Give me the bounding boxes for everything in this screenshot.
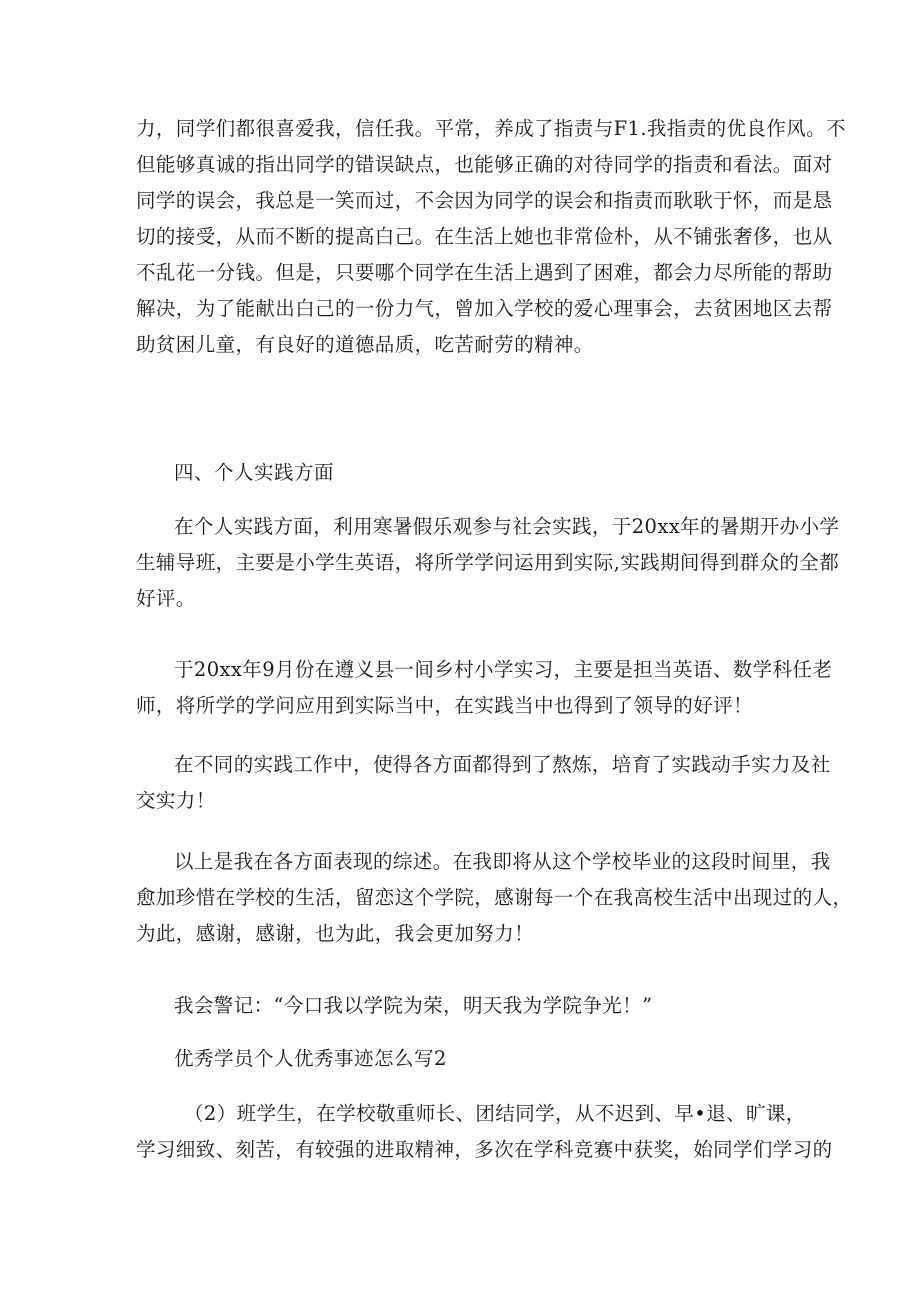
paragraph-line: 同学的误会，我总是一笑而过，不会因为同学的误会和指责而耿耿于怀，而是恳: [136, 189, 833, 212]
motto: [136, 988, 786, 1024]
paragraph-line: 但能够真诚的指出同学的错误缺点，也能够正确的对待同学的指责和看法。面对: [136, 153, 833, 176]
paragraph-line: 力，同学们都很喜爱我，信任我。平常，养成了指责与F1.我指责的优良作风。不: [136, 117, 846, 140]
paragraph-line: 于20xx年9月份在遵义县一间乡村小学实习，主要是担当英语、数学科任老: [174, 658, 833, 681]
paragraph-line: 生辅导班，主要是小学生英语，将所学学问运用到实际,实践期间得到群众的全都: [136, 551, 840, 574]
section-title-text: 优秀学员个人优秀事迹怎么写2: [174, 1047, 447, 1070]
paragraph-line: 切的接受，从而不断的提高白己。在生活上她也非常俭朴，从不铺张奢侈，也从: [136, 225, 833, 248]
paragraph-training: [136, 747, 831, 819]
section-heading-practice: [136, 455, 786, 491]
motto-text: 我会警记：“今口我以学院为荣，明天我为学院争光！”: [174, 994, 653, 1017]
paragraph-line: 好评。: [136, 587, 196, 610]
paragraph-line: 学习细致、刻苦，有较强的进取精神，多次在学科竞赛中获奖，始同学们学习的: [136, 1138, 833, 1161]
paragraph-line: 解决，为了能献出白己的一份力气，曾加入学校的爱心理事会，去贫困地区去帮: [136, 297, 833, 320]
paragraph-line: 不乱花一分钱。但是，只要哪个同学在生活上遇到了困难，都会力尽所能的帮助: [136, 261, 833, 284]
paragraph-line: 在不同的实践工作中，使得各方面都得到了熬炼，培育了实践动手实力及社: [174, 753, 831, 776]
paragraph-summary: [136, 844, 853, 952]
paragraph-line: 以上是我在各方面表现的综述。在我即将从这个学校毕业的这段时间里，我: [174, 850, 831, 873]
paragraph-line: 在个人实践方面，利用寒暑假乐观参与社会实践，于20xx年的暑期开办小学: [174, 515, 840, 538]
paragraph-line: 师，将所学的学问应用到实际当中，在实践当中也得到了领导的好评！: [136, 694, 753, 717]
paragraph-line: 交实力！: [136, 789, 216, 812]
paragraph-line: （2）班学生，在学校敬重师长、团结同学，从不迟到、早•退、旷课，: [184, 1102, 806, 1125]
paragraph-internship: [136, 652, 833, 724]
paragraph-line: 愈加珍惜在学校的生活，留恋这个学院，感谢每一个在我高校生活中出现过的人，: [136, 886, 853, 909]
heading-text: 四、个人实践方面: [174, 461, 335, 484]
paragraph-student: [136, 1096, 833, 1168]
paragraph-line: 助贫困儿童，有良好的道德品质，吃苦耐劳的精神。: [136, 333, 594, 356]
paragraph-character: [136, 111, 846, 363]
paragraph-practice: [136, 509, 840, 617]
section-title: [136, 1041, 786, 1077]
paragraph-line: 为此，感谢，感谢，也为此，我会更加努力！: [136, 922, 535, 945]
